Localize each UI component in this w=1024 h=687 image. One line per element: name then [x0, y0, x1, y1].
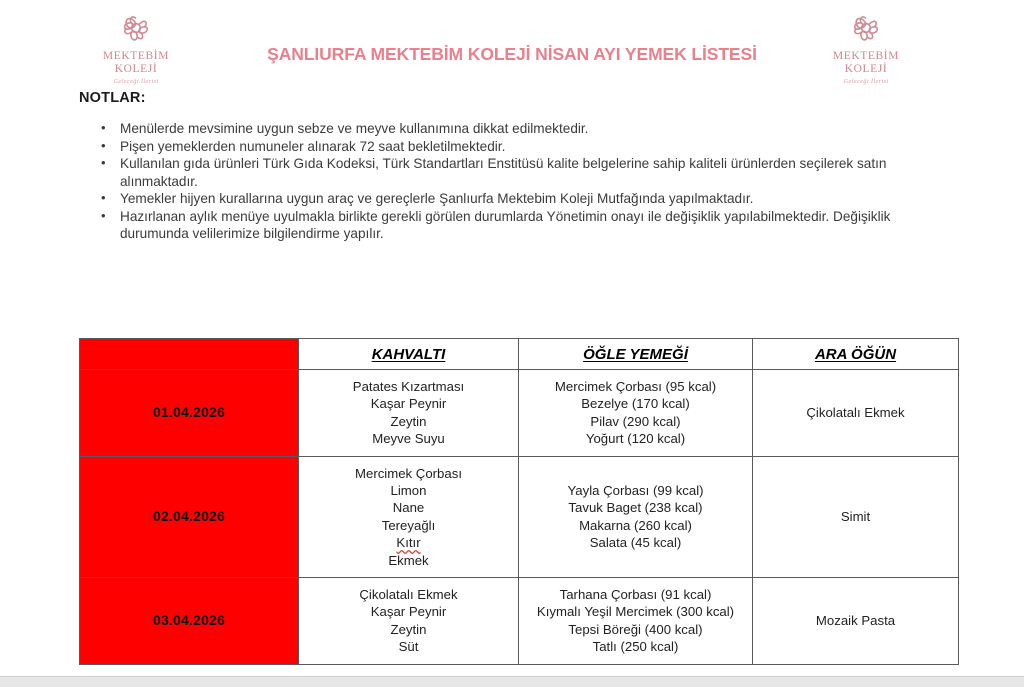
menu-item-line: Pilav (290 kcal)	[590, 413, 681, 429]
note-item: • Kullanılan gıda ürünleri Türk Gıda Kodeksi, Türk Standartları Enstitüsü kalite belgelerine sahip kaliteli ürünlerden seçilerek satın alınmaktadır.	[79, 155, 939, 190]
logo-tagline: Geleceği İlerisi	[843, 78, 889, 85]
header-cell-date	[80, 339, 299, 370]
menu-item-line: Mercimek Çorbası (95 kcal)	[554, 379, 717, 394]
cell-lunch	[519, 370, 753, 457]
viewer-bottom-bar	[0, 676, 1024, 687]
menu-item-line: Nane	[392, 500, 425, 516]
logo-name-line-1: MEKTEBİM	[102, 50, 170, 62]
menu-item-line: Tereyağlı Kıtır Ekmek	[305, 517, 512, 569]
cell-snack	[753, 578, 959, 665]
header-cell-breakfast: KAHVALTI	[299, 339, 519, 370]
cell-lunch	[519, 456, 753, 577]
menu-item-line: Tatlı (250 kcal)	[592, 639, 679, 655]
table-row	[80, 370, 959, 457]
mektebim-star-knot-icon	[116, 8, 156, 48]
cell-breakfast	[299, 578, 519, 665]
school-logo-left	[90, 8, 182, 86]
menu-item-line: Meyve Suyu	[372, 431, 445, 447]
page-title: ŞANLIURFA MEKTEBİM KOLEJİ NİSAN AYI YEMEK LİSTESİ	[267, 44, 757, 64]
cell-breakfast	[299, 370, 519, 457]
note-item: • Menülerde mevsimine uygun sebze ve meyve kullanımına dikkat edilmektedir.	[79, 120, 939, 138]
menu-table	[79, 338, 959, 665]
notes-heading: NOTLAR:	[79, 90, 146, 106]
menu-item-line: Limon	[390, 483, 427, 499]
menu-item-line: Yayla Çorbası (99 kcal)	[567, 483, 704, 499]
menu-item-line: Kaşar Peynir	[370, 604, 447, 620]
menu-item-line: Patates Kızartması	[352, 379, 465, 394]
cell-breakfast	[299, 456, 519, 577]
menu-item-line: Yoğurt (120 kcal)	[585, 431, 686, 447]
header-cell-snack: ARA ÖĞÜN	[753, 339, 959, 370]
menu-item-line: Mercimek Çorbası	[355, 465, 462, 481]
logo-name-line-2: KOLEJİ	[114, 62, 158, 75]
spellcheck-underline: Kıtır	[396, 535, 421, 551]
menu-item-line: Çikolatalı Ekmek	[806, 405, 905, 421]
menu-item-line: Zeytin	[390, 413, 427, 429]
mektebim-star-knot-icon	[846, 8, 886, 48]
menu-item-line: Tavuk Baget (238 kcal)	[568, 500, 703, 516]
cell-date: 03.04.2026	[80, 578, 299, 665]
cell-lunch	[519, 578, 753, 665]
notes-list	[79, 120, 939, 243]
logo-name-line-2: KOLEJİ	[844, 62, 888, 75]
cell-snack	[753, 370, 959, 457]
note-item: • Pişen yemeklerden numuneler alınarak 72 saat bekletilmektedir.	[79, 138, 939, 156]
cell-date: 02.04.2026	[80, 456, 299, 577]
menu-item-line: Tarhana Çorbası (91 kcal)	[559, 587, 712, 603]
note-item: • Hazırlanan aylık menüye uyulmakla birlikte gerekli görülen durumlarda Yönetimin onayı ile değişiklik yapılabilmektedir. Değişiklik durumunda velilerimize bilgilendirme yapılır.	[79, 208, 939, 243]
menu-item-line: Mozaik Pasta	[815, 613, 896, 629]
menu-item-line: Bezelye (170 kcal)	[581, 396, 690, 412]
menu-item-line: Makarna (260 kcal)	[579, 517, 692, 533]
school-logo-right	[820, 8, 912, 86]
header-cell-lunch: ÖĞLE YEMEĞİ	[519, 339, 753, 370]
menu-item-line: Kaşar Peynir	[370, 396, 447, 412]
menu-item-line: Kıymalı Yeşil Mercimek (300 kcal)	[536, 604, 735, 620]
menu-item-line: Zeytin	[390, 621, 427, 637]
table-row	[80, 456, 959, 577]
menu-table-body	[80, 370, 959, 665]
logo-tagline: Geleceği İlerisi	[113, 78, 159, 85]
table-row	[80, 578, 959, 665]
menu-item-line: Salata (45 kcal)	[589, 535, 682, 551]
cell-date: 01.04.2026	[80, 370, 299, 457]
menu-item-line: Simit	[840, 509, 871, 525]
cell-snack	[753, 456, 959, 577]
note-item: • Yemekler hijyen kurallarına uygun araç ve gereçlerle Şanlıurfa Mektebim Koleji Mutfağında yapılmaktadır.	[79, 190, 939, 208]
menu-item-line: Çikolatalı Ekmek	[359, 587, 458, 603]
document-header	[0, 0, 1024, 88]
menu-table-header-row	[80, 339, 959, 370]
logo-name-line-1: MEKTEBİM	[832, 50, 900, 62]
menu-item-line: Tepsi Böreği (400 kcal)	[568, 621, 703, 637]
menu-table-head	[80, 339, 959, 370]
menu-item-line: Süt	[398, 639, 419, 655]
